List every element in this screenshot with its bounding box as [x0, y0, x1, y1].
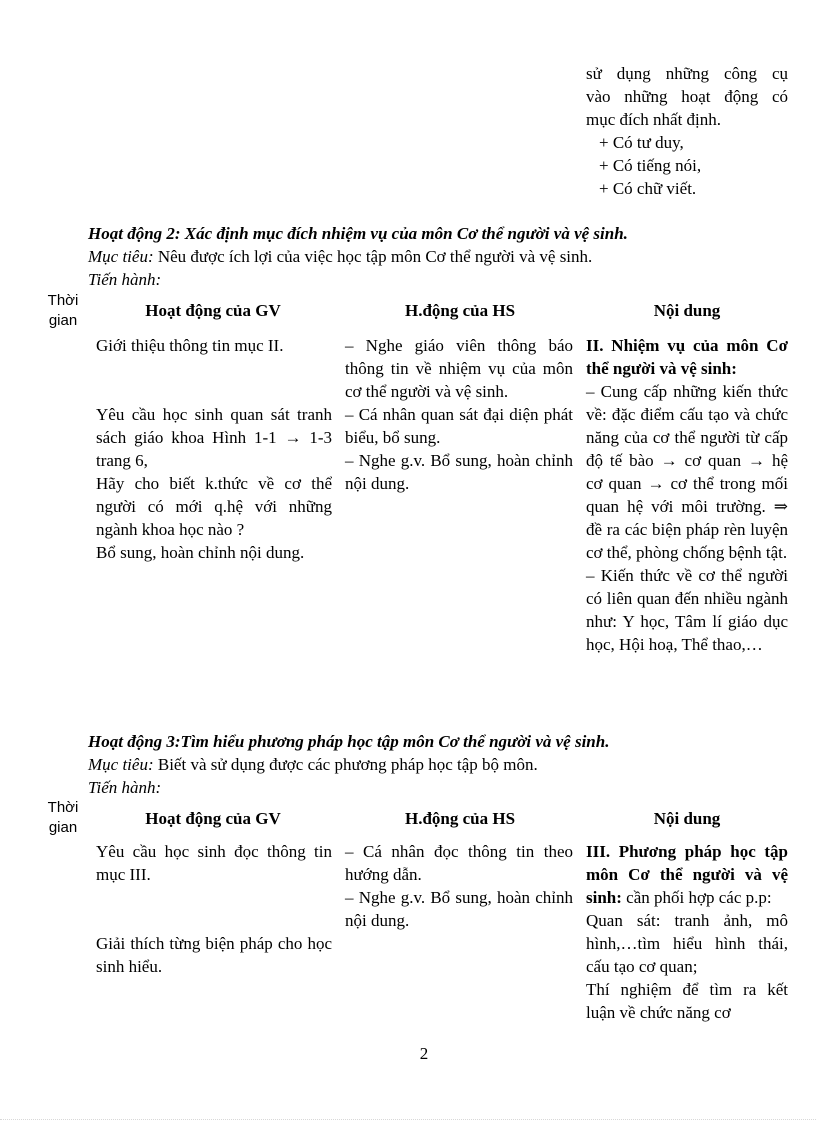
- content-item: – Cung cấp những kiến thức về: đặc điểm cấu tạo và chức năng của cơ thể người từ cấp độ tế bào → cơ quan → hệ cơ quan → cơ thể trong mối quan hệ với môi trường. ⇒ đề ra các biện pháp rèn luyện cơ thể, phòng chống bệnh tật.: [586, 382, 788, 562]
- goal-label: Mục tiêu:: [88, 247, 154, 266]
- activity2-student-column: [345, 334, 573, 495]
- goal-text: Biết và sử dụng được các phương pháp học tập bộ môn.: [153, 755, 538, 774]
- activity2-content-column: [586, 334, 788, 656]
- bullet-item: + Có tư duy,: [599, 133, 684, 152]
- time-column-header: Thời gian: [47, 292, 79, 329]
- activity3-student-column: [345, 840, 573, 932]
- activity2-teacher-column: [96, 334, 332, 564]
- activity3-procedure-label: Tiến hành:: [88, 778, 162, 797]
- student-item: – Cá nhân đọc thông tin theo hướng dẫn.: [345, 842, 573, 884]
- student-item: – Nghe giáo viên thông báo thông tin về nhiệm vụ của môn cơ thể người và vệ sinh.: [345, 336, 573, 401]
- activity3-teacher-column: [96, 840, 332, 978]
- page-number: 2: [419, 1044, 429, 1063]
- bullet-item: + Có chữ viết.: [599, 179, 697, 198]
- text-line: vào những hoạt động có: [586, 87, 788, 106]
- goal-label: Mục tiêu:: [88, 755, 154, 774]
- teacher-column-header: Hoạt động của GV: [145, 809, 281, 828]
- time-column-header: Thời gian: [47, 799, 79, 836]
- text-line: mục đích nhất định.: [586, 110, 722, 129]
- teacher-item: Yêu cầu học sinh đọc thông tin mục III.: [96, 842, 332, 884]
- student-item: – Nghe g.v. Bổ sung, hoàn chỉnh nội dung.: [345, 888, 573, 930]
- content-title: III. Phương pháp học tập môn Cơ thể người và vệ sinh:: [586, 842, 788, 907]
- previous-content-continuation: [586, 62, 788, 200]
- content-column-header: Nội dung: [653, 809, 721, 828]
- activity3-content-column: [586, 840, 788, 1024]
- content-title-tail: cần phối hợp các p.p:: [621, 888, 772, 907]
- student-column-header: H.động của HS: [404, 301, 516, 320]
- activity2-heading: Hoạt động 2: Xác định mục đích nhiệm vụ của môn Cơ thể người và vệ sinh.: [88, 224, 628, 243]
- activity3-heading: Hoạt động 3:Tìm hiểu phương pháp học tập môn Cơ thể người và vệ sinh.: [88, 732, 610, 751]
- activity3-goal: [88, 753, 538, 776]
- bullet-item: + Có tiếng nói,: [599, 156, 702, 175]
- page-bottom-divider: [0, 1119, 816, 1120]
- content-column-header: Nội dung: [653, 301, 721, 320]
- content-title-block: [586, 840, 788, 909]
- student-item: – Nghe g.v. Bổ sung, hoàn chỉnh nội dung.: [345, 451, 573, 493]
- teacher-item: Yêu cầu học sinh quan sát tranh sách giáo khoa Hình 1-1 → 1-3 trang 6,: [96, 405, 332, 470]
- goal-text: Nêu được ích lợi của việc học tập môn Cơ thể người và vệ sinh.: [153, 247, 593, 266]
- teacher-item: Giới thiệu thông tin mục II.: [96, 336, 284, 355]
- student-item: – Cá nhân quan sát đại diện phát biểu, bổ sung.: [345, 405, 573, 447]
- activity2-goal: [88, 245, 592, 268]
- content-title: II. Nhiệm vụ của môn Cơ thể người và vệ sinh:: [586, 336, 788, 378]
- teacher-item: Hãy cho biết k.thức về cơ thể người có mới q.hệ với những ngành khoa học nào ?: [96, 474, 332, 539]
- student-column-header: H.động của HS: [404, 809, 516, 828]
- activity2-procedure-label: Tiến hành:: [88, 270, 162, 289]
- content-item: Thí nghiệm để tìm ra kết luận về chức năng cơ: [586, 980, 788, 1022]
- teacher-item: Giải thích từng biện pháp cho học sinh hiểu.: [96, 934, 332, 976]
- content-item: – Kiến thức về cơ thể người có liên quan đến nhiều ngành như: Y học, Tâm lí giáo dục học, Hội hoạ, Thể thao,…: [586, 566, 788, 654]
- content-item: Quan sát: tranh ảnh, mô hình,…tìm hiểu hình thái, cấu tạo cơ quan;: [586, 911, 788, 976]
- text-line: sử dụng những công cụ: [586, 64, 788, 83]
- teacher-column-header: Hoạt động của GV: [145, 301, 281, 320]
- teacher-item: Bổ sung, hoàn chỉnh nội dung.: [96, 543, 305, 562]
